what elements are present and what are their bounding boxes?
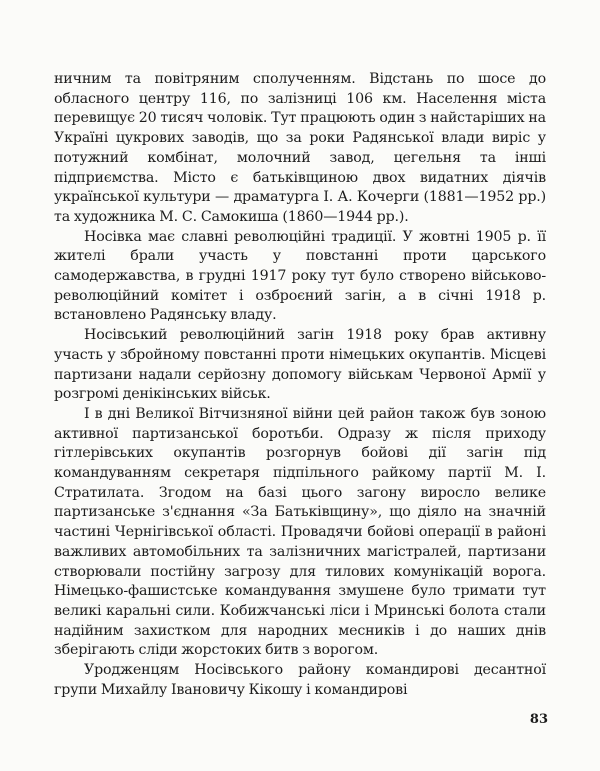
- page-number: 83: [529, 712, 548, 727]
- paragraph-5: Уродженцям Носівського району командирові десантної групи Михайлу Івановичу Кікошу і командирові: [54, 662, 546, 698]
- paragraph-1: ничним та повітряним сполученням. Відстань по шосе до обласного центру 116, по залізниці 106 км. Населення міста перевищує 20 тисяч чоловік. Тут працюють один з найстаріших на Україні цукрових заводів, що за роки Радянської влади виріс у потужний комбінат, молочний завод, цегельня та інші підприємства. Місто є батьківщиною двох видатних діячів української культури — драматурга І. А. Кочерги (1881—1952 рр.) та художника М. С. Самокиша (1860—1944 рр.).: [54, 71, 546, 225]
- paragraph-3: Носівський революційний загін 1918 року брав активну участь у збройному повстанні проти німецьких окупантів. Місцеві партизани надали серйозну допомогу військам Червоної Армії у розгромі денікінських військ.: [54, 327, 546, 403]
- body-text: [54, 70, 546, 701]
- paragraph-4: І в дні Великої Вітчизняної війни цей район також був зоною активної партизанської боротьби. Одразу ж після приходу гітлерівських окупантів розгорнув бойові дії загін під командуванням секретаря підпільного райкому партії М. І. Стратилата. Згодом на базі цього загону виросло велике партизанське з'єднання «За Батьківщину», що діяло на значній частині Чернігівської області. Провадячи бойові операції в районі важливих автомобільних та залізничних магістралей, партизани створювали постійну загрозу для тилових комунікацій ворога. Німецько-фашистське командування змушене було тримати тут великі каральні сили. Кобижчанські ліси і Мринські болота стали надійним захистком для народних месників і до наших днів зберігають сліди жорстоких битв з ворогом.: [54, 405, 546, 659]
- paragraph-2: Носівка має славні революційні традиції. У жовтні 1905 р. її жителі брали участь у повстанні проти царського самодержавства, в грудні 1917 року тут було створено військово-революційний комітет і озброєний загін, а в січні 1918 р. встановлено Радянську владу.: [54, 228, 546, 324]
